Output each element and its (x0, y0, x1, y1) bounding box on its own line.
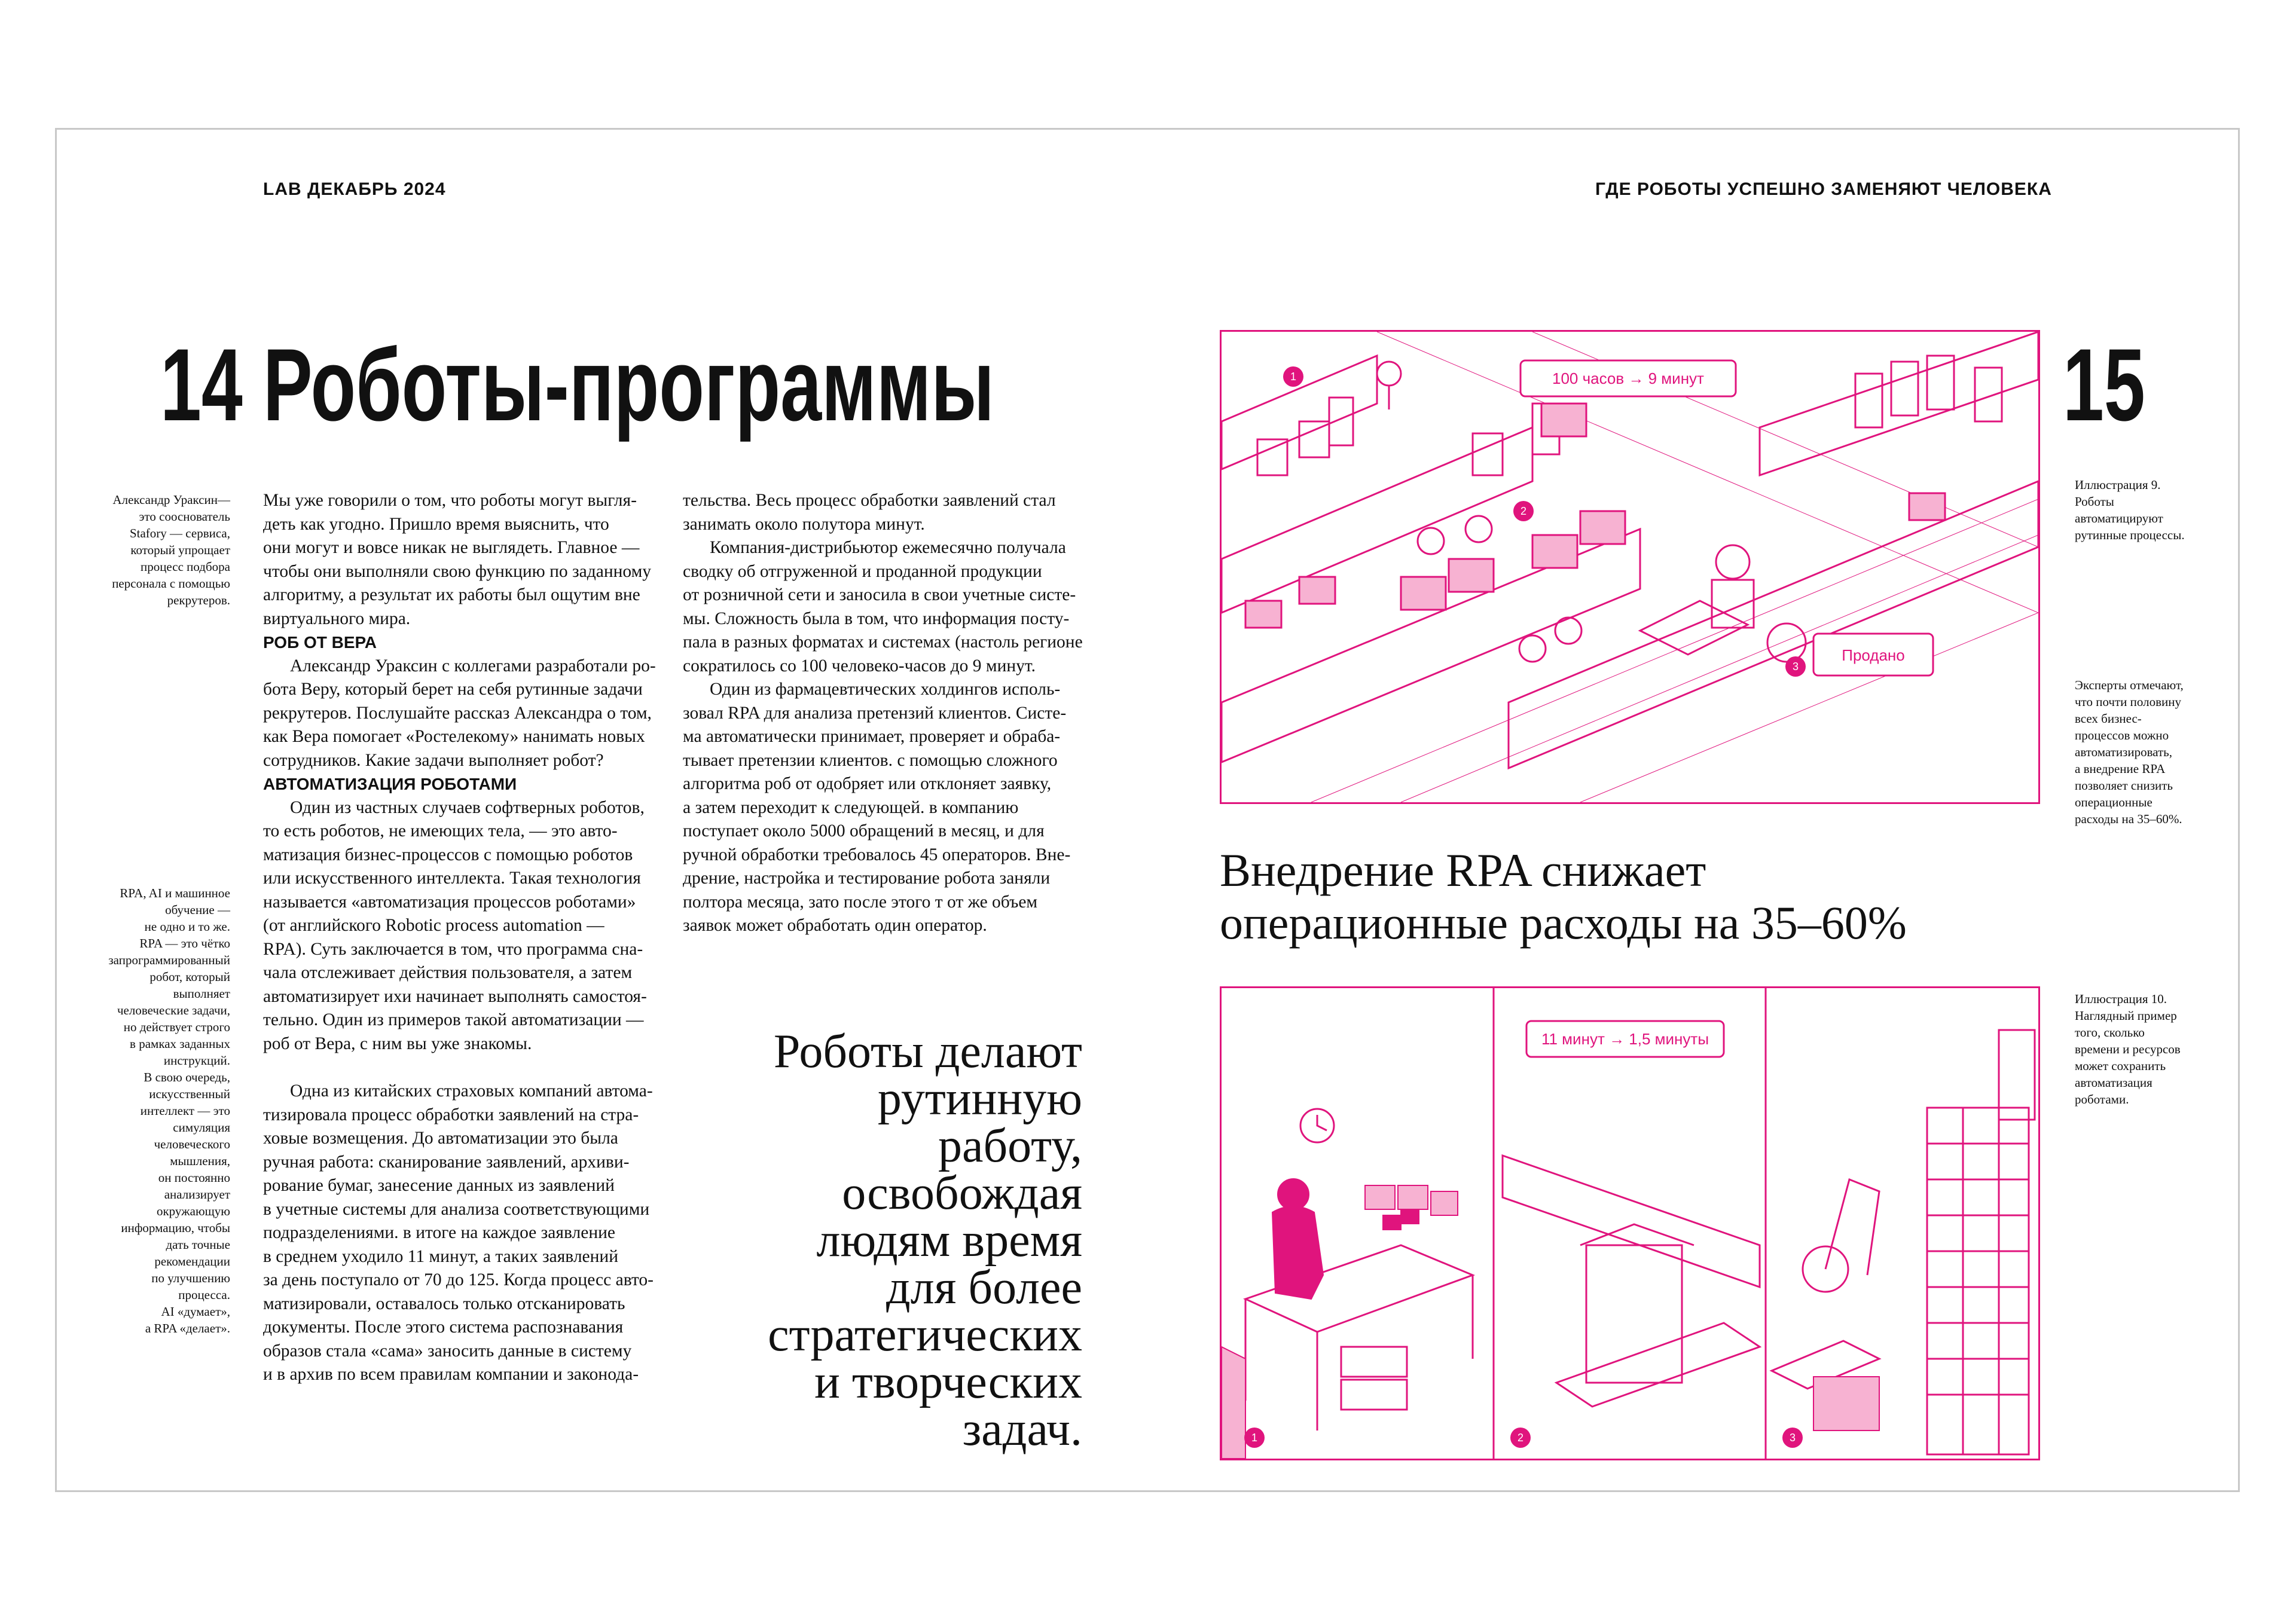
marker-1: 1 (1251, 1432, 1258, 1444)
marker-3: 3 (1789, 1432, 1796, 1444)
sidenote-experts: Эксперты отмечают, что почти половину всех бизнес- процессов можно автоматизировать, а внедрение RPA позволяет снизить операционные расходы на 35–60%. (2075, 678, 2184, 826)
pull-quote: Роботы делают рутинную работу, освобождая людям время для более стратегических и творческих задач. (768, 1025, 1082, 1456)
isometric-office-drawing (1222, 332, 2038, 802)
marker-2: 2 (1520, 505, 1527, 517)
paragraph-insurance: Одна из китайских страховых компаний автома- тизировала процесс обработки заявлений на стра- ховые возмещения. До автоматизации это была ручная работа: сканирование заявлений, архиви- рование бумаг, занесение данных из заявлений в учетные системы для анализа соответствующими подразделениями. в итоге на каждое заявление в среднем уходило 11 минут, а таких заявлений за день поступало от 70 до 125. Когда процесс авто- матизировали, оставалось только отсканировать документы. После этого система распознавания образов стала «сама» заносить данные в систему и в архив по всем правилам компании и законода- (263, 1081, 654, 1384)
header-left: LAB ДЕКАБРЬ 2024 (263, 179, 446, 199)
illustration-label-sold: Продано (1842, 646, 1905, 664)
article-column-1 (263, 489, 682, 1387)
illustration-label-hours: 100 часов → 9 минут (1552, 369, 1704, 387)
caption-illustration-9: Иллюстрация 9. Роботы автоматицируют рутинные процессы. (2075, 478, 2185, 542)
illustration-process-comparison (1220, 986, 2040, 1460)
marker-1: 1 (1290, 371, 1297, 383)
article-column-2 (683, 489, 1101, 938)
marker-3: 3 (1792, 661, 1799, 673)
three-panel-drawing (1222, 988, 2038, 1459)
subheading-rob-vera: РОБ ОТ ВЕРА (263, 633, 377, 652)
subheading-automation: АВТОМАТИЗАЦИЯ РОБОТАМИ (263, 775, 517, 793)
paragraph-rpa: Один из частных случаев софтверных роботов, то есть роботов, не имеющих тела, — это авто- матизация бизнес-процессов с помощью роботов или искусственного интеллекта. Такая технология называется «автоматизация процессов роботами» (от английского Robotic process automation — RPA). Суть заключается в том, что программа сна- чала отслеживает действия пользователя, а затем автоматизирует ихи начинает выполнять самостоя- тельно. Один из примеров такой автоматизации — роб от Вера, с ним вы уже знакомы. (263, 797, 647, 1053)
sidenote-author: Александр Ураксин— это сооснователь Stafory — сервиса, который упрощает процесс подбора персонала с помощью рекрутеров. (112, 493, 230, 607)
caption-illustration-10: Иллюстрация 10. Наглядный пример того, сколько времени и ресурсов может сохранить автоматизация роботами. (2075, 992, 2181, 1107)
paragraph-continuation: тельства. Весь процесс обработки заявлений стал занимать около полутора минут. (683, 491, 1056, 534)
intro-paragraph: Мы уже говорили о том, что роботы могут выгля- деть как угодно. Пришло время выяснить, что они могут и вовсе никак не выглядеть. Главное — чтобы они выполняли свою функцию по заданному алгоритму, а результат их работы был ощутим вне виртуального мира. (263, 491, 652, 628)
paragraph-distributor: Компания-дистрибьютор ежемесячно получала сводку об отгруженной и проданной продукции от розничной сети и заносила в свои учетные систе- мы. Сложность была в том, что информация посту- пала в разных форматах и системах (настоль регионе сократилось со 100 человеко-часов до 9 минут. (683, 538, 1083, 676)
page-title: Роботы-программы (263, 328, 995, 442)
marker-2: 2 (1517, 1432, 1524, 1444)
page-number-right: 15 (2063, 328, 2145, 442)
page-number-left: 14 (160, 328, 243, 442)
paragraph-vera: Александр Ураксин с коллегами разработали ро- бота Веру, который берет на себя рутинные задачи рекрутеров. Послушайте рассказ Александра о том, как Вера помогает «Ростелекому» нанимать новых сотрудников. Какие задачи выполняет робот? (263, 656, 656, 770)
paragraph-pharma: Один из фармацевтических холдингов исполь- зовал RPA для анализа претензий клиентов. Систе- ма автоматически принимает, проверяет и обраба- тывает претензии клиентов. с помощью сложного алгоритма роб от одобряет или отклоняет заявку, а затем переходит к следующей. в компанию поступает около 5000 обращений в месяц, и для ручной обработки требовалось 45 операторов. Вне- дрение, настройка и тестирование робота заняли полтора месяца, зато после этого т от же объем заявок может обработать один оператор. (683, 680, 1071, 935)
header-right: ГДЕ РОБОТЫ УСПЕШНО ЗАМЕНЯЮТ ЧЕЛОВЕКА (1595, 179, 2052, 199)
illustration-label-minutes: 11 минут → 1,5 минуты (1541, 1030, 1709, 1048)
callout-headline: Внедрение RPA снижает операционные расходы на 35–60% (1220, 844, 1907, 949)
illustration-office-robot (1220, 330, 2040, 804)
sidenote-rpa-ai: RPA, AI и машинное обучение — не одно и то же. RPA — это чётко запрограммированный робот, который выполняет человеческие задачи, но действует строго в рамках заданных инструкций. В свою очередь, искусственный интеллект — это симуляция человеческого мышления, он постоянно анализирует окружающую информацию, чтобы дать точные рекомендации по улучшению процесса. AI «думает», а RPA «делает». (108, 886, 230, 1335)
